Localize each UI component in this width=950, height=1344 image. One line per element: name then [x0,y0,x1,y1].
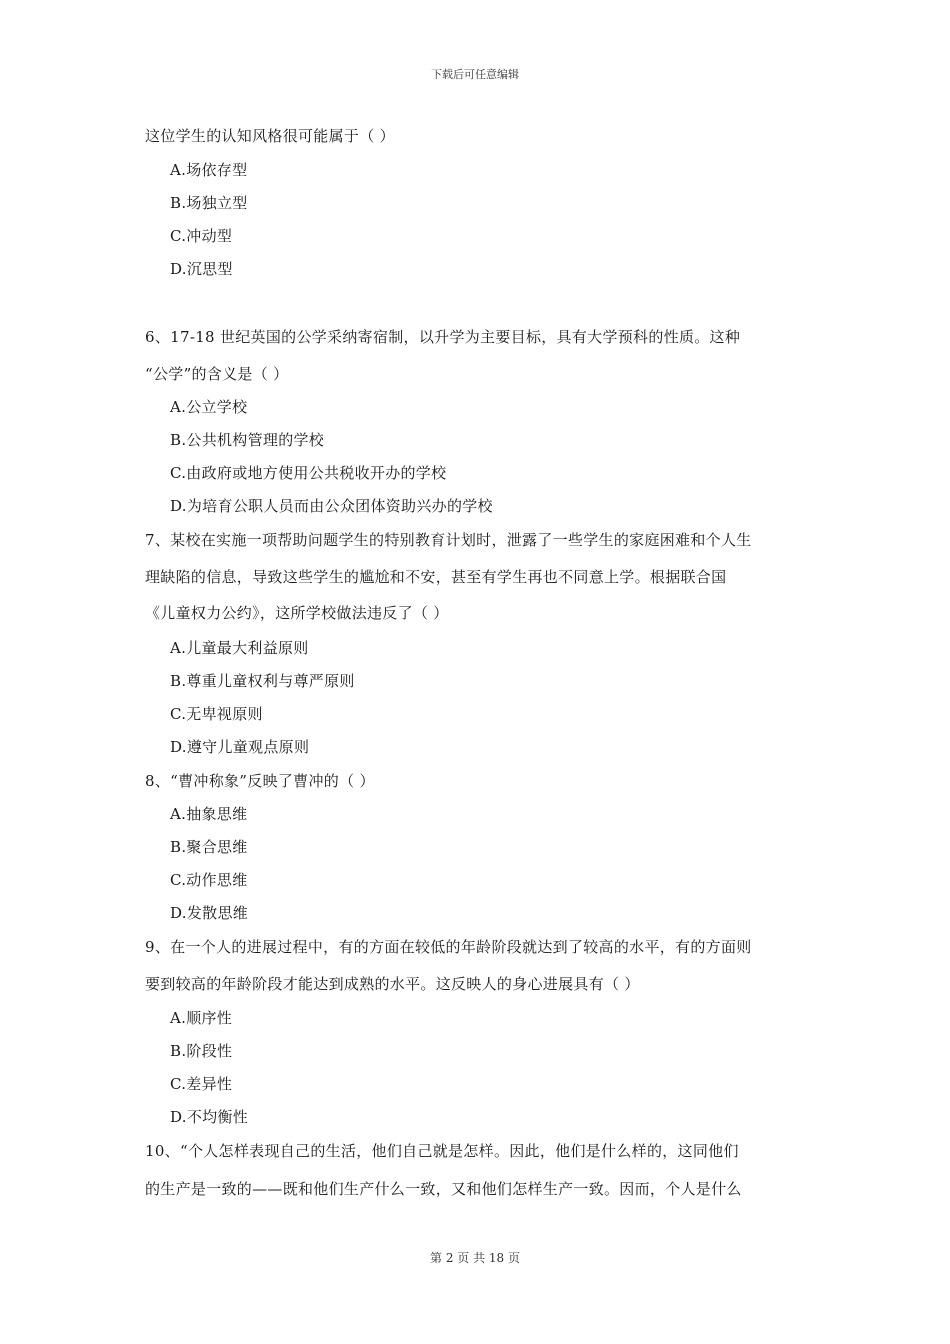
question-5-option-d: D.沉思型 [170,260,233,278]
question-10-stem-line-1: 10、“个人怎样表现自己的生活，他们自己就是怎样。因此，他们是什么样的，这同他们 [145,1142,739,1160]
question-7-option-b: B.尊重儿童权利与尊严原则 [170,672,355,690]
page-header: 下载后可任意编辑 [431,68,519,81]
question-9-option-c: C.差异性 [170,1075,233,1093]
question-7-stem-line-2: 理缺陷的信息，导致这些学生的尴尬和不安，甚至有学生再也不同意上学。根据联合国 [145,568,727,586]
question-7-option-d: D.遵守儿童观点原则 [170,738,310,756]
question-10-stem-line-2: 的生产是一致的——既和他们生产什么一致，又和他们怎样生产一致。因而，个人是什么 [145,1180,742,1198]
question-9-option-a: A.顺序性 [170,1009,233,1027]
question-8-option-b: B.聚合思维 [170,838,248,856]
question-9-stem-line-2: 要到较高的年龄阶段才能达到成熟的水平。这反映人的身心进展具有（ ） [145,975,640,993]
question-7-option-c: C.无卑视原则 [170,705,263,723]
question-7-stem-line-3: 《儿童权力公约》，这所学校做法违反了（ ） [145,604,449,622]
question-6-stem-line-2: “公学”的含义是（ ） [145,365,289,383]
question-9-stem-line-1: 9、在一个人的进展过程中，有的方面在较低的年龄阶段就达到了较高的水平，有的方面则 [145,938,752,956]
question-8-option-d: D.发散思维 [170,904,249,922]
question-8-option-a: A.抽象思维 [170,805,248,823]
question-5-option-b: B.场独立型 [170,194,248,212]
question-6-stem-line-1: 6、17-18 世纪英国的公学采纳寄宿制，以升学为主要目标，具有大学预科的性质。这种 [145,328,741,346]
question-8-option-c: C.动作思维 [170,871,248,889]
question-9-option-b: B.阶段性 [170,1042,233,1060]
question-5-option-a: A.场依存型 [170,161,248,179]
question-5-option-c: C.冲动型 [170,227,233,245]
question-9-option-d: D.不均衡性 [170,1108,249,1126]
page-footer: 第 2 页 共 18 页 [430,1251,520,1265]
question-6-option-d: D.为培育公职人员而由公众团体资助兴办的学校 [170,497,493,515]
question-6-option-b: B.公共机构管理的学校 [170,431,325,449]
question-5-stem: 这位学生的认知风格很可能属于（ ） [145,127,395,145]
question-6-option-a: A.公立学校 [170,398,248,416]
question-7-stem-line-1: 7、某校在实施一项帮助问题学生的特别教育计划时，泄露了一些学生的家庭困难和个人生 [145,531,752,549]
question-6-option-c: C.由政府或地方使用公共税收开办的学校 [170,464,447,482]
question-8-stem: 8、“曹冲称象”反映了曹冲的（ ） [145,772,375,790]
question-7-option-a: A.儿童最大利益原则 [170,639,309,657]
